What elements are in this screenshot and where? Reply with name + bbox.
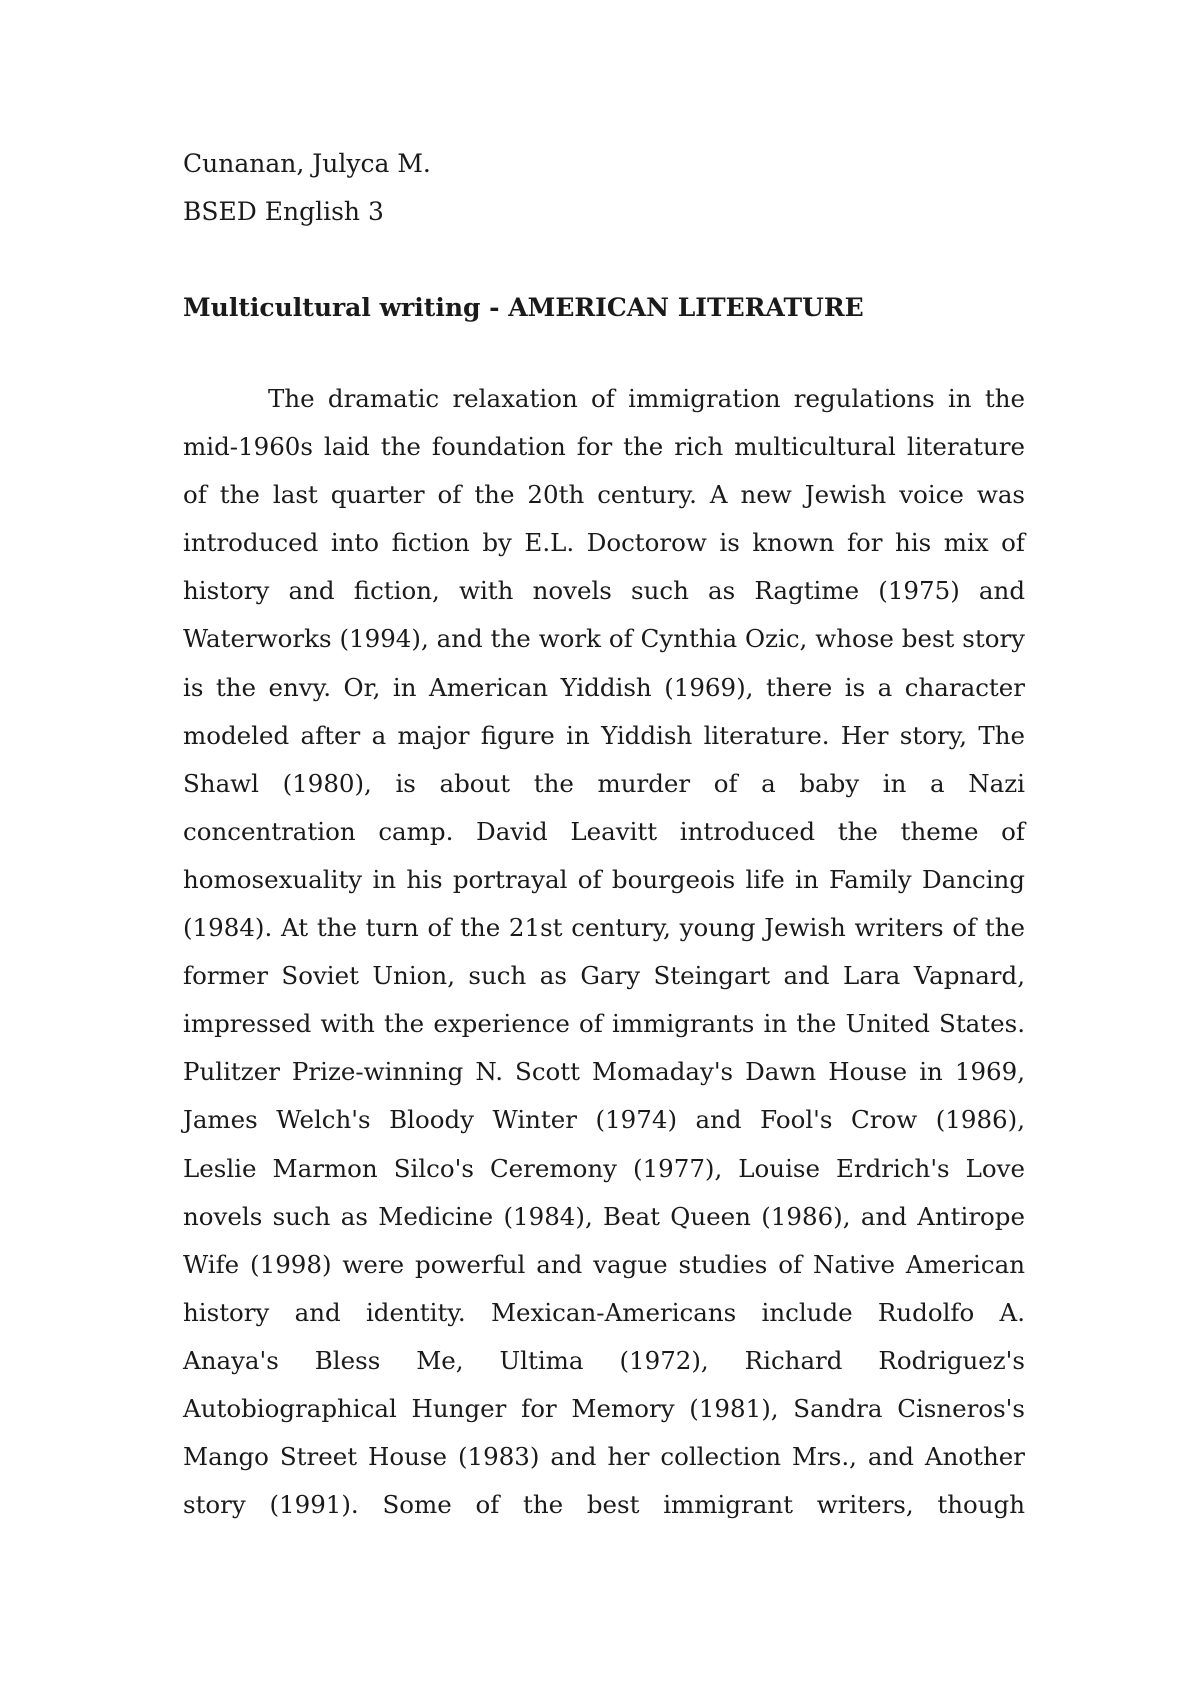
body-line: modeled after a major figure in Yiddish literature. Her story, The (183, 720, 1025, 750)
course-name: BSED English 3 (183, 197, 384, 226)
body-line: story (1991). Some of the best immigrant writers, though (183, 1490, 1025, 1520)
body-line: Waterworks (1994), and the work of Cynthia Ozic, whose best story (183, 624, 1025, 654)
body-line: (1984). At the turn of the 21st century, young Jewish writers of the (183, 913, 1025, 943)
body-line: history and identity. Mexican-Americans include Rudolfo A. (183, 1297, 1025, 1327)
body-line: novels such as Medicine (1984), Beat Queen (1986), and Antirope (183, 1201, 1025, 1231)
body-line: James Welch's Bloody Winter (1974) and Fool's Crow (1986), (183, 1105, 1025, 1135)
body-line: Pulitzer Prize-winning N. Scott Momaday's Dawn House in 1969, (183, 1057, 1025, 1087)
body-line: Mango Street House (1983) and her collection Mrs., and Another (183, 1442, 1025, 1472)
body-line: former Soviet Union, such as Gary Steingart and Lara Vapnard, (183, 961, 1025, 991)
body-line: concentration camp. David Leavitt introduced the theme of (183, 816, 1025, 846)
body-line: Anaya's Bless Me, Ultima (1972), Richard Rodriguez's (183, 1345, 1025, 1375)
body-line: Wife (1998) were powerful and vague studies of Native American (183, 1249, 1025, 1279)
body-line: impressed with the experience of immigrants in the United States. (183, 1009, 1025, 1039)
body-line: The dramatic relaxation of immigration regulations in the (268, 384, 1025, 413)
body-line: is the envy. Or, in American Yiddish (1969), there is a character (183, 672, 1025, 702)
body-line: mid-1960s laid the foundation for the rich multicultural literature (183, 432, 1025, 462)
author-name: Cunanan, Julyca M. (183, 149, 431, 178)
body-line: Shawl (1980), is about the murder of a baby in a Nazi (183, 768, 1025, 798)
body-line: homosexuality in his portrayal of bourgeois life in Family Dancing (183, 864, 1025, 894)
body-paragraph (183, 383, 1025, 1537)
body-line: of the last quarter of the 20th century. A new Jewish voice was (183, 480, 1025, 510)
body-line: Autobiographical Hunger for Memory (1981), Sandra Cisneros's (183, 1393, 1025, 1423)
body-line: introduced into fiction by E.L. Doctorow is known for his mix of (183, 528, 1025, 558)
document-title: Multicultural writing - AMERICAN LITERATURE (183, 293, 864, 322)
body-line: Leslie Marmon Silco's Ceremony (1977), Louise Erdrich's Love (183, 1153, 1025, 1183)
body-line: history and fiction, with novels such as Ragtime (1975) and (183, 576, 1025, 606)
